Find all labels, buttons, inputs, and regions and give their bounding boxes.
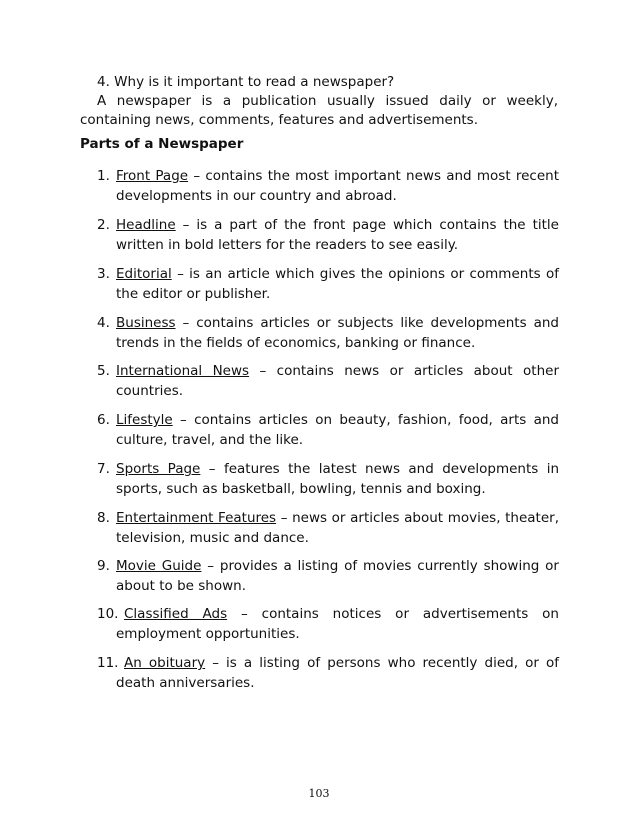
item-term: Front Page bbox=[116, 168, 189, 184]
item-term: Headline bbox=[116, 217, 176, 233]
page-number: 103 bbox=[308, 787, 330, 800]
list-item bbox=[97, 509, 559, 548]
item-number: 6. bbox=[97, 412, 110, 428]
item-description: – is a part of the front page which contains the title written in bold letters for the readers to see easily. bbox=[116, 217, 559, 253]
item-number: 11. bbox=[97, 655, 119, 671]
item-number: 8. bbox=[97, 510, 110, 526]
item-number: 5. bbox=[97, 363, 110, 379]
item-description: – is a listing of persons who recently died, or of death anniversaries. bbox=[116, 655, 559, 691]
item-description: – contains the most important news and most recent developments in our country and abroad. bbox=[116, 168, 559, 204]
list-item bbox=[97, 362, 559, 401]
item-term: Lifestyle bbox=[116, 412, 173, 428]
item-term: Sports Page bbox=[116, 461, 201, 477]
item-number: 9. bbox=[97, 558, 110, 574]
item-term: An obituary bbox=[124, 655, 206, 671]
list-item bbox=[97, 314, 559, 353]
list-item bbox=[97, 460, 559, 499]
section-heading: Parts of a Newspaper bbox=[80, 136, 244, 152]
question-line: 4. Why is it important to read a newspaper? bbox=[97, 74, 395, 90]
item-number: 7. bbox=[97, 461, 110, 477]
item-description: – contains articles or subjects like developments and trends in the fields of economics, banking or finance. bbox=[116, 315, 559, 351]
item-term: Classified Ads bbox=[124, 606, 228, 622]
item-number: 1. bbox=[97, 168, 110, 184]
item-term: Entertainment Features bbox=[116, 510, 277, 526]
list-item bbox=[97, 411, 559, 450]
list-item bbox=[97, 265, 559, 304]
list-item bbox=[97, 654, 559, 693]
list-item bbox=[97, 557, 559, 596]
item-number: 3. bbox=[97, 266, 110, 282]
item-description: – contains articles on beauty, fashion, food, arts and culture, travel, and the like. bbox=[116, 412, 559, 448]
item-number: 4. bbox=[97, 315, 110, 331]
item-term: Editorial bbox=[116, 266, 172, 282]
item-description: – features the latest news and developments in sports, such as basketball, bowling, tennis and boxing. bbox=[116, 461, 560, 497]
item-number: 2. bbox=[97, 217, 110, 233]
item-term: International News bbox=[116, 363, 250, 379]
item-description: – news or articles about movies, theater, television, music and dance. bbox=[116, 510, 559, 546]
item-description: – contains news or articles about other countries. bbox=[116, 363, 559, 399]
list-item bbox=[97, 216, 559, 255]
item-description: – provides a listing of movies currently showing or about to be shown. bbox=[116, 558, 559, 594]
item-number: 10. bbox=[97, 606, 119, 622]
newspaper-definition: A newspaper is a publication usually issued daily or weekly, containing news, comments, features and advertisements. bbox=[80, 93, 558, 128]
list-item bbox=[97, 167, 559, 206]
item-description: – contains notices or advertisements on employment opportunities. bbox=[116, 606, 559, 642]
item-term: Movie Guide bbox=[116, 558, 202, 574]
list-item bbox=[97, 605, 559, 644]
item-description: – is an article which gives the opinions or comments of the editor or publisher. bbox=[116, 266, 559, 302]
item-term: Business bbox=[116, 315, 176, 331]
